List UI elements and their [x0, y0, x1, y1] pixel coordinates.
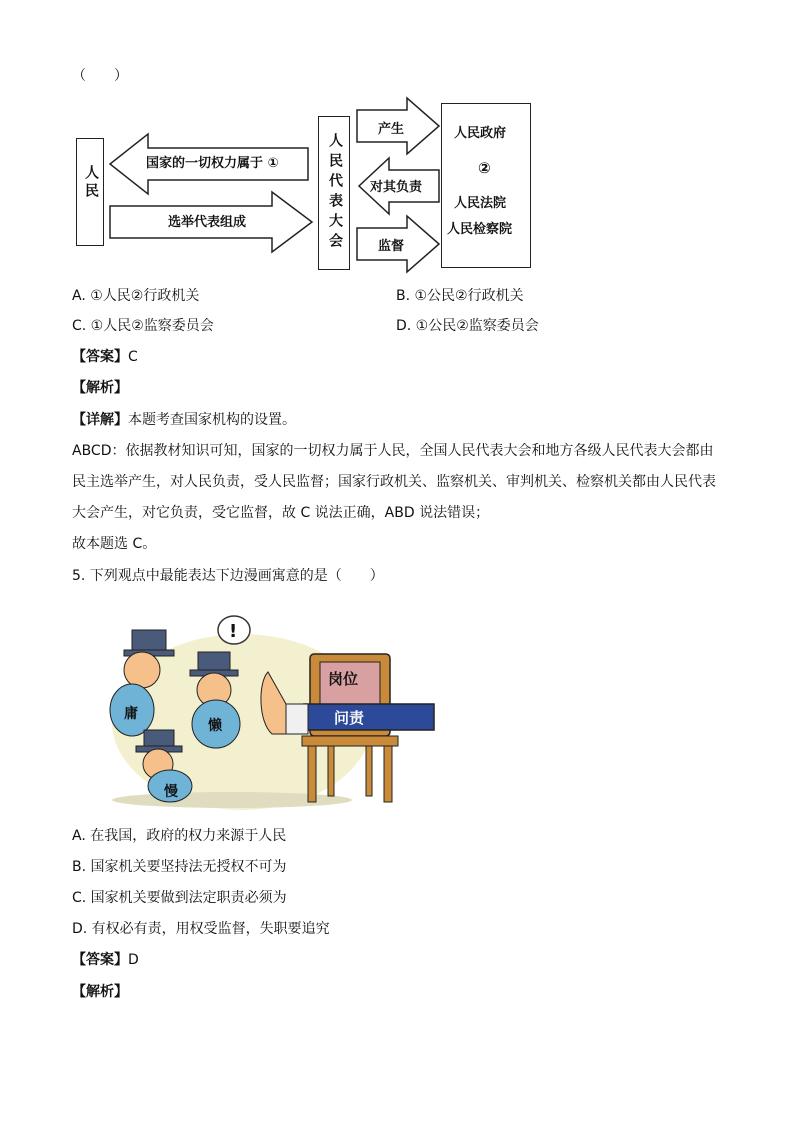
conclusion: 故本题选 C。	[72, 536, 157, 552]
q5-answer-value: D	[128, 952, 139, 968]
question-5-stem: 5. 下列观点中最能表达下边漫画寓意的是（ ）	[72, 568, 384, 584]
organ-court: 人民法院	[454, 196, 507, 211]
people-box	[76, 138, 104, 246]
organ-blank: ②	[478, 159, 491, 177]
option-b: B. ①公民②行政机关	[396, 288, 524, 304]
q5-option-b: B. 国家机关要坚持法无授权不可为	[72, 859, 287, 875]
organ-government: 人民政府	[454, 126, 507, 141]
arm-label: 问责	[334, 709, 365, 727]
post-label: 岗位	[328, 670, 359, 688]
q5-answer-label: 【答案】	[72, 952, 128, 968]
option-a: A. ①人民②行政机关	[72, 288, 200, 304]
explanation-para-2: 民主选举产生，对人民负责，受人民监督；国家行政机关、监察机关、审判机关、检察机关都由人民代表	[72, 474, 716, 490]
answer-line	[72, 347, 138, 367]
answer-label: 【答案】	[72, 349, 128, 365]
detail-line	[72, 410, 296, 430]
people-box-label: 人民	[83, 165, 99, 201]
arrow-produce-label: 产生	[378, 122, 405, 137]
option-d: D. ①公民②监察委员会	[396, 318, 539, 334]
arrow-right-label: 选举代表组成	[168, 215, 247, 230]
q5-option-c: C. 国家机关要做到法定职责必须为	[72, 890, 287, 906]
label-lan: 懒	[208, 718, 222, 734]
q5-analysis-label: 【解析】	[72, 984, 128, 1000]
npc-box	[318, 116, 350, 270]
answer-value: C	[128, 349, 138, 365]
people-npc-arrows	[108, 130, 318, 254]
detail-label: 【详解】	[72, 412, 128, 428]
explanation-para-1: ABCD：依据教材知识可知，国家的一切权力属于人民，全国人民代表大会和地方各级人民代表大会都由	[72, 443, 714, 459]
explanation-para-3: 大会产生，对它负责，受它监督，故 C 说法正确，ABD 说法错误；	[72, 505, 490, 521]
q5-option-a: A. 在我国，政府的权力来源于人民	[72, 828, 287, 844]
arrow-responsible-label: 对其负责	[370, 180, 423, 195]
arrow-left-label: 国家的一切权力属于 ①	[146, 156, 279, 171]
label-yong: 庸	[124, 706, 138, 722]
cartoon-image	[72, 612, 442, 812]
label-man: 慢	[164, 784, 178, 800]
detail-text: 本题考查国家机构的设置。	[128, 412, 296, 428]
npc-box-label: 人民代表大会	[327, 133, 343, 253]
state-organs-box	[441, 103, 531, 268]
question-paren: （ ）	[72, 68, 128, 84]
arrow-supervise-label: 监督	[378, 239, 405, 254]
q5-answer-line	[72, 950, 139, 970]
analysis-label: 【解析】	[72, 380, 128, 396]
q5-option-d: D. 有权必有责，用权受监督，失职要追究	[72, 921, 330, 937]
exclaim-mark: !	[229, 621, 238, 642]
organ-procuratorate: 人民检察院	[447, 222, 513, 237]
option-c: C. ①人民②监察委员会	[72, 318, 214, 334]
